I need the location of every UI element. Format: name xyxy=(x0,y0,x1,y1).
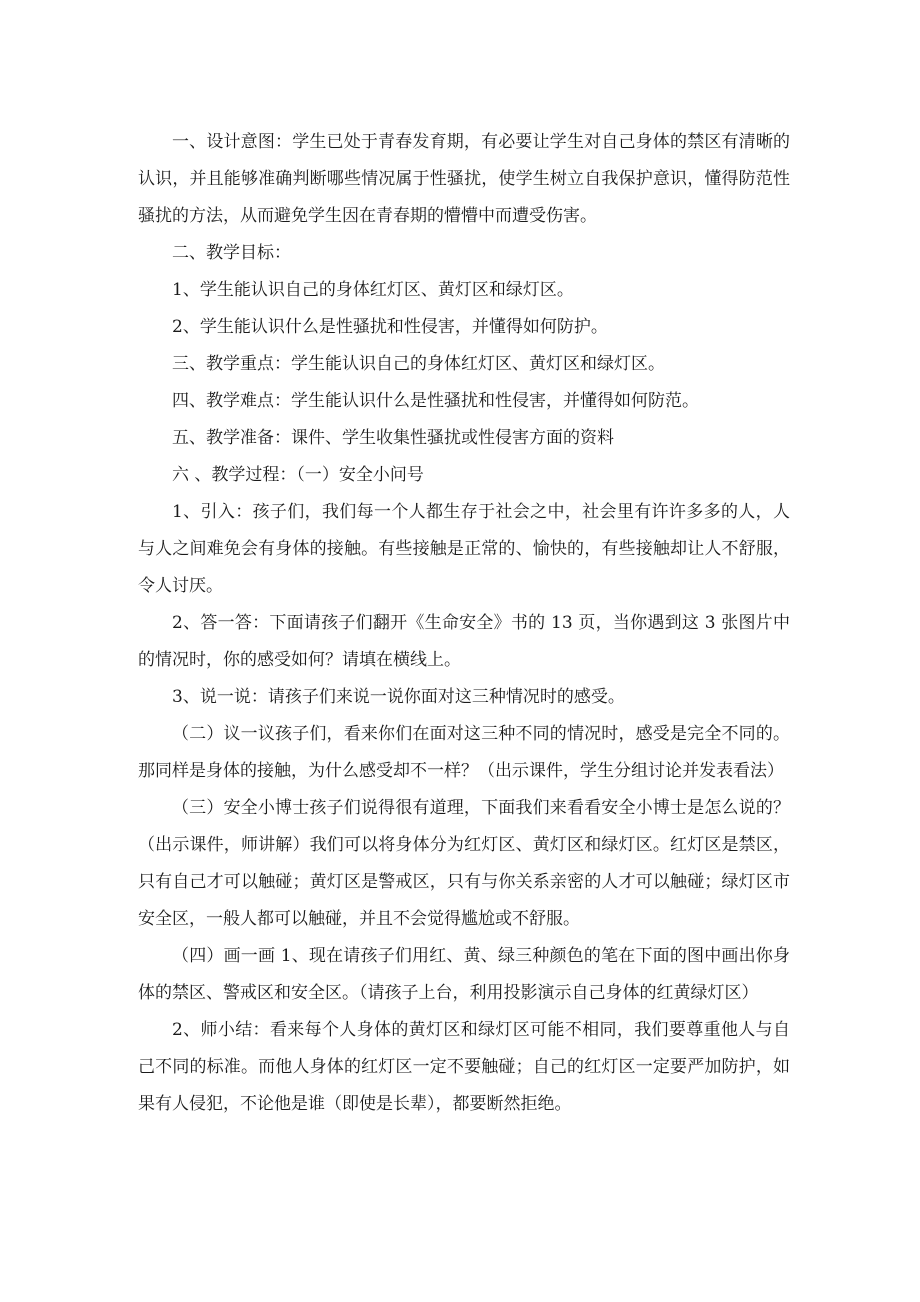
paragraph-process-heading: 六 、教学过程：（一）安全小问号 xyxy=(172,465,424,485)
paragraph-answer: 2、答一答：下面请孩子们翻开《生命安全》书的 13 页，当你遇到这 3 张图片中的情况时，你的感受如何？请填在横线上。 xyxy=(138,613,790,670)
paragraph-draw: （四）画一画 1、现在请孩子们用红、黄、绿三种颜色的笔在下面的图中画出你身体的禁区、警戒区和安全区。（请孩子上台，利用投影演示自己身体的红黄绿灯区） xyxy=(138,946,790,1003)
paragraph-goal-2: 2、学生能认识什么是性骚扰和性侵害，并懂得如何防护。 xyxy=(172,317,608,337)
paragraph-goal-1: 1、学生能认识自己的身体红灯区、黄灯区和绿灯区。 xyxy=(172,280,574,300)
paragraph-design-intent: 一、设计意图：学生已处于青春发育期，有必要让学生对自己身体的禁区有清晰的认识，并且能够准确判断哪些情况属于性骚扰，使学生树立自我保护意识，懂得防范性骚扰的方法，从而避免学生因在青春期的懵懵中而遭受伤害。 xyxy=(138,132,790,226)
paragraph-speak: 3、说一说：请孩子们来说一说你面对这三种情况时的感受。 xyxy=(172,687,625,707)
paragraph-safety-doctor: （三）安全小博士孩子们说得很有道理，下面我们来看看安全小博士是怎么说的？（出示课件，师讲解）我们可以将身体分为红灯区、黄灯区和绿灯区。红灯区是禁区，只有自己才可以触碰；黄灯区是警戒区，只有与你关系亲密的人才可以触碰；绿灯区市安全区，一般人都可以触碰，并且不会觉得尴尬或不舒服。 xyxy=(138,798,790,929)
paragraph-preparation: 五、教学准备：课件、学生收集性骚扰或性侵害方面的资料 xyxy=(172,428,614,448)
paragraph-key-point: 三、教学重点：学生能认识自己的身体红灯区、黄灯区和绿灯区。 xyxy=(172,354,665,374)
paragraph-intro: 1、引入：孩子们，我们每一个人都生存于社会之中，社会里有许许多多的人，人与人之间难免会有身体的接触。有些接触是正常的、愉快的，有些接触却让人不舒服，令人讨厌。 xyxy=(138,502,790,596)
paragraph-difficulty: 四、教学难点：学生能认识什么是性骚扰和性侵害，并懂得如何防范。 xyxy=(172,391,699,411)
paragraph-discuss: （二）议一议孩子们，看来你们在面对这三种不同的情况时，感受是完全不同的。那同样是身体的接触，为什么感受却不一样？（出示课件，学生分组讨论并发表看法） xyxy=(138,724,790,781)
document-body xyxy=(138,124,790,1123)
paragraph-teaching-goals-heading: 二、教学目标： xyxy=(172,243,291,263)
paragraph-summary: 2、师小结：看来每个人身体的黄灯区和绿灯区可能不相同，我们要尊重他人与自己不同的标准。而他人身体的红灯区一定不要触碰；自己的红灯区一定要严加防护，如果有人侵犯，不论他是谁（即使是长辈），都要断然拒绝。 xyxy=(138,1020,790,1114)
